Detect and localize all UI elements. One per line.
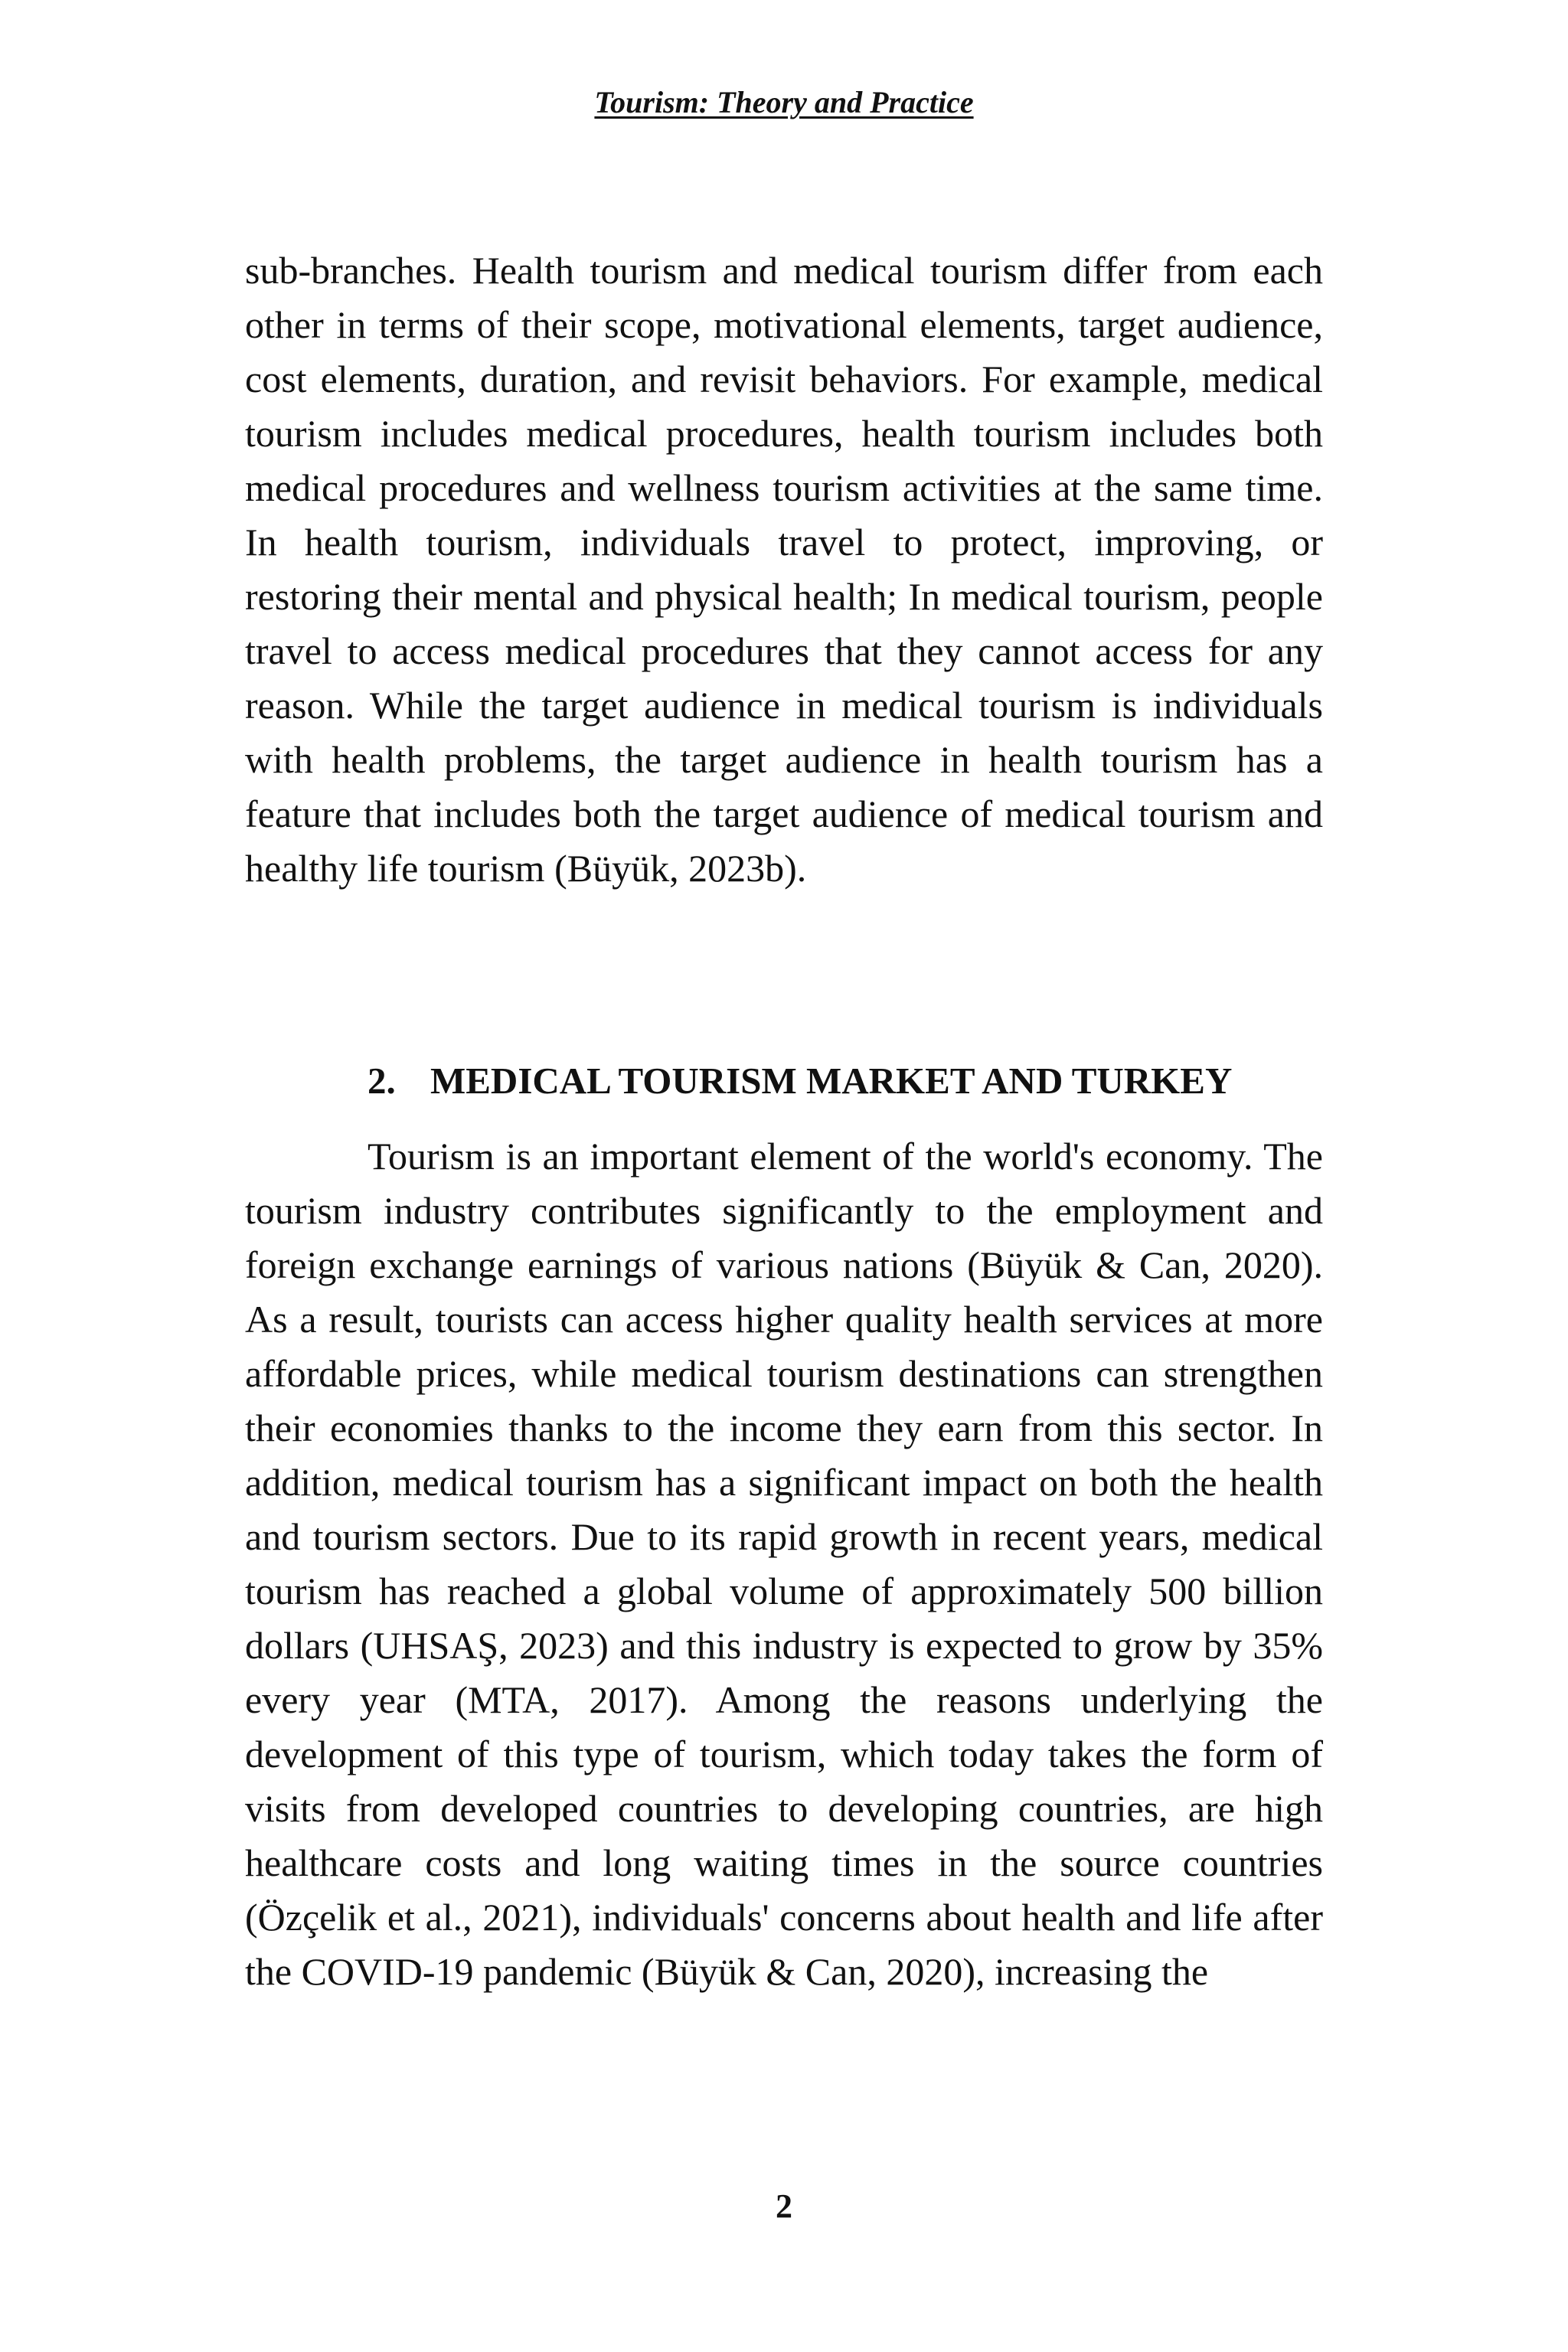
continued-paragraph: sub-branches. Health tourism and medical tourism differ from each other in terms of their scope, motivational elements, target audience, cost elements, duration, and revisit behaviors. For example, medical tourism includes medical procedures, health tourism includes both medical procedures and wellness tourism activities at the same time. In health tourism, individuals travel to protect, improving, or restoring their mental and physical health; In medical tourism, people travel to access medical procedures that they cannot access for any reason. While the target audience in medical tourism is individuals with health problems, the target audience in health tourism has a feature that includes both the target audience of medical tourism and healthy life tourism (Büyük, 2023b). bbox=[245, 249, 1323, 890]
section-paragraph: Tourism is an important element of the world's economy. The tourism industry contributes significantly to the employment and foreign exchange earnings of various nations (Büyük & Can, 2020). As a result, tourists can access higher quality health services at more affordable prices, while medical tourism destinations can strengthen their economies thanks to the income they earn from this sector. In addition, medical tourism has a significant impact on both the health and tourism sectors. Due to its rapid growth in recent years, medical tourism has reached a global volume of approximately 500 billion dollars (UHSAŞ, 2023) and this industry is expected to grow by 35% every year (MTA, 2017). Among the reasons underlying the development of this type of tourism, which today takes the form of visits from developed countries to developing countries, are high healthcare costs and long waiting times in the source countries (Özçelik et al., 2021), individuals' concerns about health and life after the COVID-19 pandemic (Büyük & Can, 2020), increasing the bbox=[245, 1135, 1323, 1993]
section-number: 2. bbox=[368, 1060, 396, 1102]
running-header-title: Tourism: Theory and Practice bbox=[594, 85, 974, 119]
section-heading bbox=[368, 1054, 1232, 1108]
section-paragraph-block bbox=[245, 1129, 1323, 1999]
section-title: MEDICAL TOURISM MARKET AND TURKEY bbox=[430, 1060, 1233, 1102]
page-number: 2 bbox=[776, 2187, 792, 2225]
continued-paragraph-block bbox=[245, 243, 1323, 896]
